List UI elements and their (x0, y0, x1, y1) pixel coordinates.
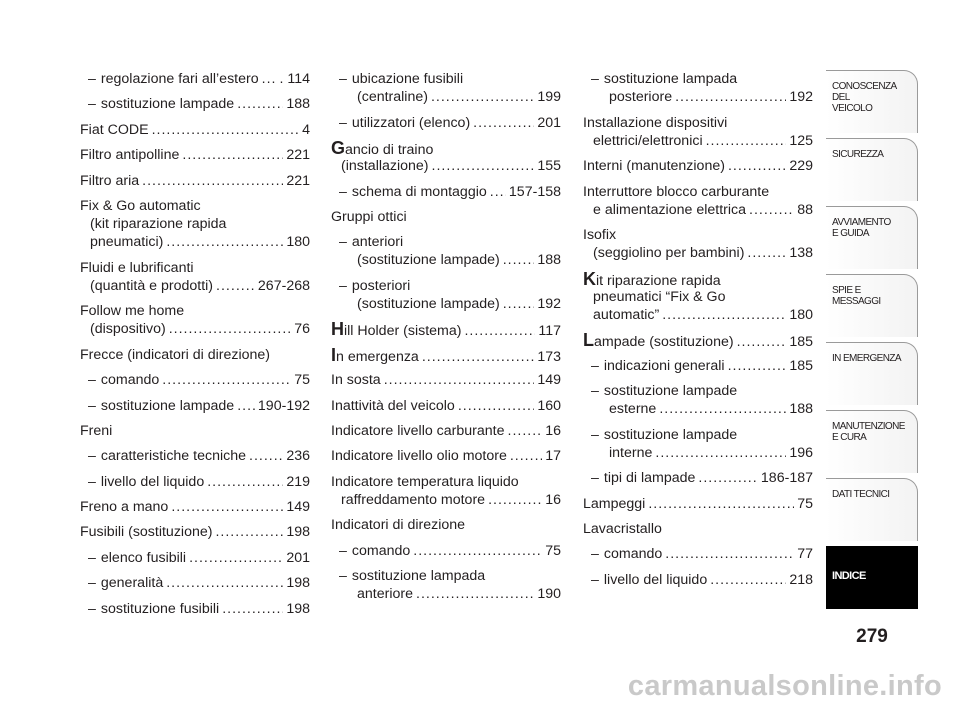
index-entry (331, 447, 561, 465)
index-entry (331, 346, 561, 364)
entry-text: sostituzione lampade (100, 96, 235, 113)
index-entry (80, 302, 310, 338)
section-tab[interactable] (826, 206, 918, 269)
dot-leader (162, 371, 291, 389)
entry-text: posteriore (609, 89, 673, 106)
entry-text: Indicatore temperatura liquido (331, 473, 519, 490)
page-reference: 180 (286, 234, 310, 251)
index-entry (583, 183, 813, 219)
dot-leader (458, 397, 535, 415)
page-reference: 17 (545, 448, 561, 465)
index-entry (331, 516, 561, 534)
entry-text: sostituzione lampade (603, 426, 738, 443)
section-tab[interactable] (826, 342, 918, 405)
page-reference: 160 (537, 397, 561, 414)
index-entry: – comando ..... 75 (80, 371, 310, 389)
entry-text: ampade (sostituzione) (594, 334, 734, 351)
page-reference: 221 (286, 147, 310, 164)
entry-text: Installazione dispositivi (583, 114, 728, 131)
page-reference: 236 (286, 448, 310, 465)
page-reference: 4 (302, 121, 310, 138)
page-reference: 267-268 (257, 277, 310, 294)
index-entry (331, 397, 561, 415)
section-tab[interactable] (826, 138, 918, 201)
dot-leader (749, 201, 794, 219)
page-reference: 219 (286, 473, 310, 490)
entry-text: Follow me home (80, 303, 185, 320)
dot-leader (249, 447, 283, 465)
index-column-1 (80, 70, 310, 625)
entry-text: Interni (manutenzione) (583, 158, 725, 175)
entry-text: Filtro antipolline (80, 147, 180, 164)
dot-leader (169, 320, 292, 338)
entry-text: elenco fusibili (100, 549, 187, 566)
dot-leader (737, 333, 787, 351)
entry-text: (centraline) (357, 89, 428, 106)
page-reference: 201 (286, 549, 310, 566)
entry-text: sostituzione lampade (100, 397, 235, 414)
entry-text: schema di montaggio (351, 183, 487, 200)
entry-text: tipi di lampade (603, 470, 696, 487)
page-reference: 16 (545, 422, 561, 439)
entry-text: Interruttore blocco carburante (583, 183, 770, 200)
index-entry: – sostituzione lampade esterne ..... 188 (583, 382, 813, 418)
index-entry: – sostituzione lampada anteriore ..... 190 (331, 567, 561, 603)
index-entry: – sostituzione fusibili ..... 198 (80, 600, 310, 618)
section-tab[interactable] (826, 478, 918, 541)
page-reference: 188 (537, 252, 561, 269)
index-entry: – ubicazione fusibili (centraline) ..... 199 (331, 70, 561, 106)
entry-text: comando (603, 546, 663, 563)
index-entry (80, 346, 310, 364)
index-entry: – comando ..... 75 (331, 542, 561, 560)
dot-leader (431, 88, 534, 106)
index-entry: – schema di montaggio ..... 157-158 (331, 183, 561, 201)
dot-leader (747, 244, 786, 262)
page-reference: 218 (789, 571, 813, 588)
dot-leader (384, 371, 535, 389)
index-entry: – comando ..... 77 (583, 545, 813, 563)
index-entry (80, 523, 310, 541)
page-reference: 198 (286, 524, 310, 541)
page-reference: 192 (537, 296, 561, 312)
index-entry: – elenco fusibili ..... 201 (80, 549, 310, 567)
entry-text: pneumatici) (90, 234, 164, 251)
entry-text: utilizzatori (elenco) (351, 114, 471, 131)
section-tab-label: INDICE (832, 570, 866, 582)
entry-text: Indicatore livello olio motore (331, 448, 507, 465)
page-reference: 77 (797, 546, 813, 563)
page-reference: 75 (797, 495, 813, 512)
index-entry (80, 121, 310, 139)
page-reference: 201 (537, 114, 561, 131)
index-entry (331, 473, 561, 509)
page-reference: 229 (789, 158, 813, 175)
page-reference: 186-187 (760, 470, 813, 487)
dot-leader (655, 444, 786, 462)
page-reference: 16 (545, 491, 561, 508)
page-reference: 221 (286, 172, 310, 189)
entry-text: Gruppi ottici (331, 208, 407, 225)
page-reference: 138 (789, 245, 813, 262)
page-reference: 185 (789, 334, 813, 351)
dot-leader (237, 95, 283, 113)
entry-text: generalità (100, 575, 164, 592)
index-entry (80, 146, 310, 164)
entry-text: In sosta (331, 372, 381, 389)
dot-leader (698, 469, 758, 487)
page-reference: 196 (789, 444, 813, 461)
page-reference: 76 (294, 321, 310, 338)
dot-leader (503, 295, 535, 313)
entry-text: interne (609, 444, 653, 461)
index-entry: – utilizzatori (elenco) ..... 201 (331, 114, 561, 132)
index-entry: – caratteristiche tecniche ..... 236 (80, 447, 310, 465)
entry-text: e alimentazione elettrica (593, 201, 746, 218)
entry-text: Filtro aria (80, 172, 140, 189)
section-tab-label: VEICOLO (832, 103, 873, 114)
page-reference: 198 (286, 600, 310, 617)
index-entry (80, 259, 310, 295)
dot-leader (665, 545, 794, 563)
index-letter: K (583, 268, 596, 289)
entry-text: (dispositivo) (90, 321, 166, 338)
dot-leader (659, 400, 786, 418)
entry-text: comando (351, 542, 411, 559)
entry-text: ubicazione fusibili (351, 71, 464, 87)
dot-leader (207, 473, 283, 491)
index-entry: – sostituzione lampade ..... 190-192 (80, 397, 310, 415)
index-letter: H (331, 319, 344, 340)
page-reference: 117 (538, 323, 561, 340)
index-entry (583, 331, 813, 349)
entry-text: (sostituzione lampade) (357, 252, 500, 269)
entry-text: ill Holder (sistema) (344, 323, 462, 340)
section-tab[interactable] (826, 410, 918, 473)
dot-leader (171, 498, 283, 516)
entry-text: (sostituzione lampade) (357, 296, 500, 312)
page-reference: 173 (537, 348, 561, 365)
section-tab-label: E GUIDA (832, 228, 869, 239)
page-reference: 125 (789, 132, 813, 149)
entry-text: comando (100, 372, 160, 389)
page-reference: 75 (545, 542, 561, 559)
entry-text: automatic” (593, 307, 660, 323)
index-entry: – indicazioni generali ..... 185 (583, 357, 813, 375)
section-tab-label: MESSAGGI (832, 296, 881, 307)
entry-text: pneumatici “Fix & Go (593, 288, 726, 305)
dot-leader (503, 251, 535, 269)
entry-text: Fusibili (sostituzione) (80, 524, 213, 541)
section-tab-label: MANUTENZIONE (832, 421, 905, 432)
page-reference: 190 (537, 586, 561, 603)
dot-leader (706, 132, 787, 150)
page-reference: . 114 (279, 71, 310, 87)
page-reference: 149 (286, 499, 310, 515)
page-reference: 198 (286, 575, 310, 592)
page-reference: 199 (537, 89, 561, 106)
index-entry (331, 371, 561, 389)
index-entry (583, 520, 813, 538)
dot-leader (508, 422, 543, 440)
section-tab-label: SPIE E (832, 285, 861, 296)
entry-text: livello del liquido (100, 473, 205, 490)
entry-text: Lavacristallo (583, 521, 662, 537)
entry-text: regolazione fari all’estero (100, 71, 259, 87)
dot-leader (182, 146, 283, 164)
page-reference: 88 (797, 201, 813, 218)
entry-text: esterne (609, 401, 657, 418)
entry-text: sostituzione lampada (603, 71, 738, 87)
index-entry (80, 172, 310, 190)
index-entry: – posteriori (sostituzione lampade) ..... 192 (331, 277, 561, 313)
index-entry (583, 226, 813, 262)
section-tab[interactable] (826, 274, 918, 337)
section-tab[interactable] (826, 546, 918, 609)
entry-text: Fix & Go automatic (80, 197, 201, 214)
dot-leader (510, 447, 542, 465)
entry-text: anteriore (357, 586, 413, 603)
index-entry (331, 422, 561, 440)
index-entry (331, 139, 561, 175)
entry-text: sostituzione lampada (351, 567, 486, 584)
dot-leader (189, 549, 283, 567)
page-reference: 188 (286, 96, 310, 113)
dot-leader (152, 121, 300, 139)
page-reference: 188 (789, 401, 813, 418)
index-letter: I (331, 344, 337, 365)
index-entry: – livello del liquido ..... 219 (80, 473, 310, 491)
entry-text: Freni (80, 422, 113, 439)
page-number: 279 (856, 626, 888, 647)
entry-text: Isofix (583, 227, 617, 244)
entry-text: Fiat CODE (80, 121, 149, 138)
entry-text: (quantità e prodotti) (90, 277, 214, 294)
index-letter: G (331, 137, 346, 158)
index-entry: – generalità ..... 198 (80, 574, 310, 592)
dot-leader (710, 571, 786, 589)
entry-text: Frecce (indicatori di direzione) (80, 346, 271, 363)
dot-leader (222, 600, 283, 618)
dot-leader (413, 542, 542, 560)
page-reference: 75 (294, 372, 310, 389)
index-entry (80, 498, 310, 516)
page-reference: 190-192 (257, 397, 310, 414)
index-entry: – tipi di lampade ..... 186-187 (583, 469, 813, 487)
entry-text: ancio di traino (345, 141, 434, 158)
index-entry (583, 495, 813, 513)
dot-leader (488, 491, 542, 509)
page-reference: 157-158 (508, 183, 561, 200)
page-reference: 180 (789, 307, 813, 323)
index-entry: – anteriori (sostituzione lampade) ..... 188 (331, 233, 561, 269)
index-letter: L (583, 330, 594, 351)
entry-text: elettrici/elettronici (593, 132, 703, 149)
section-tab-label: SICUREZZA (832, 149, 884, 160)
dot-leader (215, 523, 283, 541)
index-entry: – sostituzione lampade interne ..... 196 (583, 426, 813, 462)
entry-text: (seggiolino per bambini) (593, 245, 745, 262)
index-entry (331, 320, 561, 338)
section-tab-label: DATI TECNICI (832, 489, 890, 500)
dot-leader (142, 172, 283, 190)
index-entry (583, 114, 813, 150)
page-reference: 155 (537, 158, 561, 175)
dot-leader (648, 495, 794, 513)
dot-leader (473, 114, 534, 132)
dot-leader (490, 183, 506, 201)
entry-text: raffreddamento motore (341, 491, 486, 508)
entry-text: Indicatori di direzione (331, 517, 466, 534)
entry-text: (kit riparazione rapida (90, 216, 227, 233)
entry-text: indicazioni generali (603, 357, 725, 374)
dot-leader (464, 322, 535, 340)
entry-text: Indicatore livello carburante (331, 422, 505, 439)
dot-leader (262, 70, 277, 88)
dot-leader (237, 397, 255, 415)
page-reference: 192 (789, 89, 813, 106)
index-entry (331, 208, 561, 226)
dot-leader (166, 574, 283, 592)
entry-text: anteriori (351, 234, 404, 251)
index-entry: – sostituzione lampada posteriore ..... 192 (583, 70, 813, 106)
index-column-2 (331, 70, 561, 611)
dot-leader (728, 157, 786, 175)
entry-text: caratteristiche tecniche (100, 448, 246, 465)
dot-leader (675, 88, 786, 106)
index-entry: – regolazione fari all’estero ..... . 114 (80, 70, 310, 88)
dot-leader (728, 357, 787, 375)
watermark: carmanualsonline.info (627, 670, 942, 702)
entry-text: Inattività del veicolo (331, 397, 455, 414)
index-entry (80, 197, 310, 252)
dot-leader (432, 157, 535, 175)
section-tab-label: IN EMERGENZA (832, 353, 901, 364)
section-tab-label: AVVIAMENTO (832, 217, 891, 228)
section-tab-label: E CURA (832, 432, 867, 443)
index-entry (583, 157, 813, 175)
section-tab-label: CONOSCENZA (832, 81, 897, 92)
dot-leader (662, 306, 786, 324)
entry-text: livello del liquido (603, 571, 708, 588)
entry-text: sostituzione lampade (603, 383, 738, 400)
dot-leader (416, 585, 534, 603)
entry-text: Lampeggi (583, 495, 646, 512)
index-column-3 (583, 70, 813, 596)
page-reference: 149 (537, 372, 561, 389)
index-entry: – livello del liquido ..... 218 (583, 571, 813, 589)
entry-text: sostituzione fusibili (100, 600, 220, 617)
page-reference: 185 (789, 357, 813, 374)
index-entry (583, 270, 813, 325)
entry-text: Freno a mano (80, 499, 169, 515)
entry-text: Fluidi e lubrificanti (80, 259, 194, 276)
entry-text: posteriori (351, 277, 411, 294)
section-tab[interactable] (826, 70, 918, 133)
section-tab-label: DEL (832, 92, 850, 103)
dot-leader (422, 348, 535, 366)
dot-leader (216, 277, 255, 295)
index-entry: – sostituzione lampade ..... 188 (80, 95, 310, 113)
index-entry (80, 422, 310, 440)
entry-text: it riparazione rapida (596, 272, 721, 289)
entry-text: n emergenza (336, 348, 419, 365)
dot-leader (166, 233, 283, 251)
entry-text: (installazione) (341, 158, 429, 175)
section-tabs (826, 70, 918, 614)
